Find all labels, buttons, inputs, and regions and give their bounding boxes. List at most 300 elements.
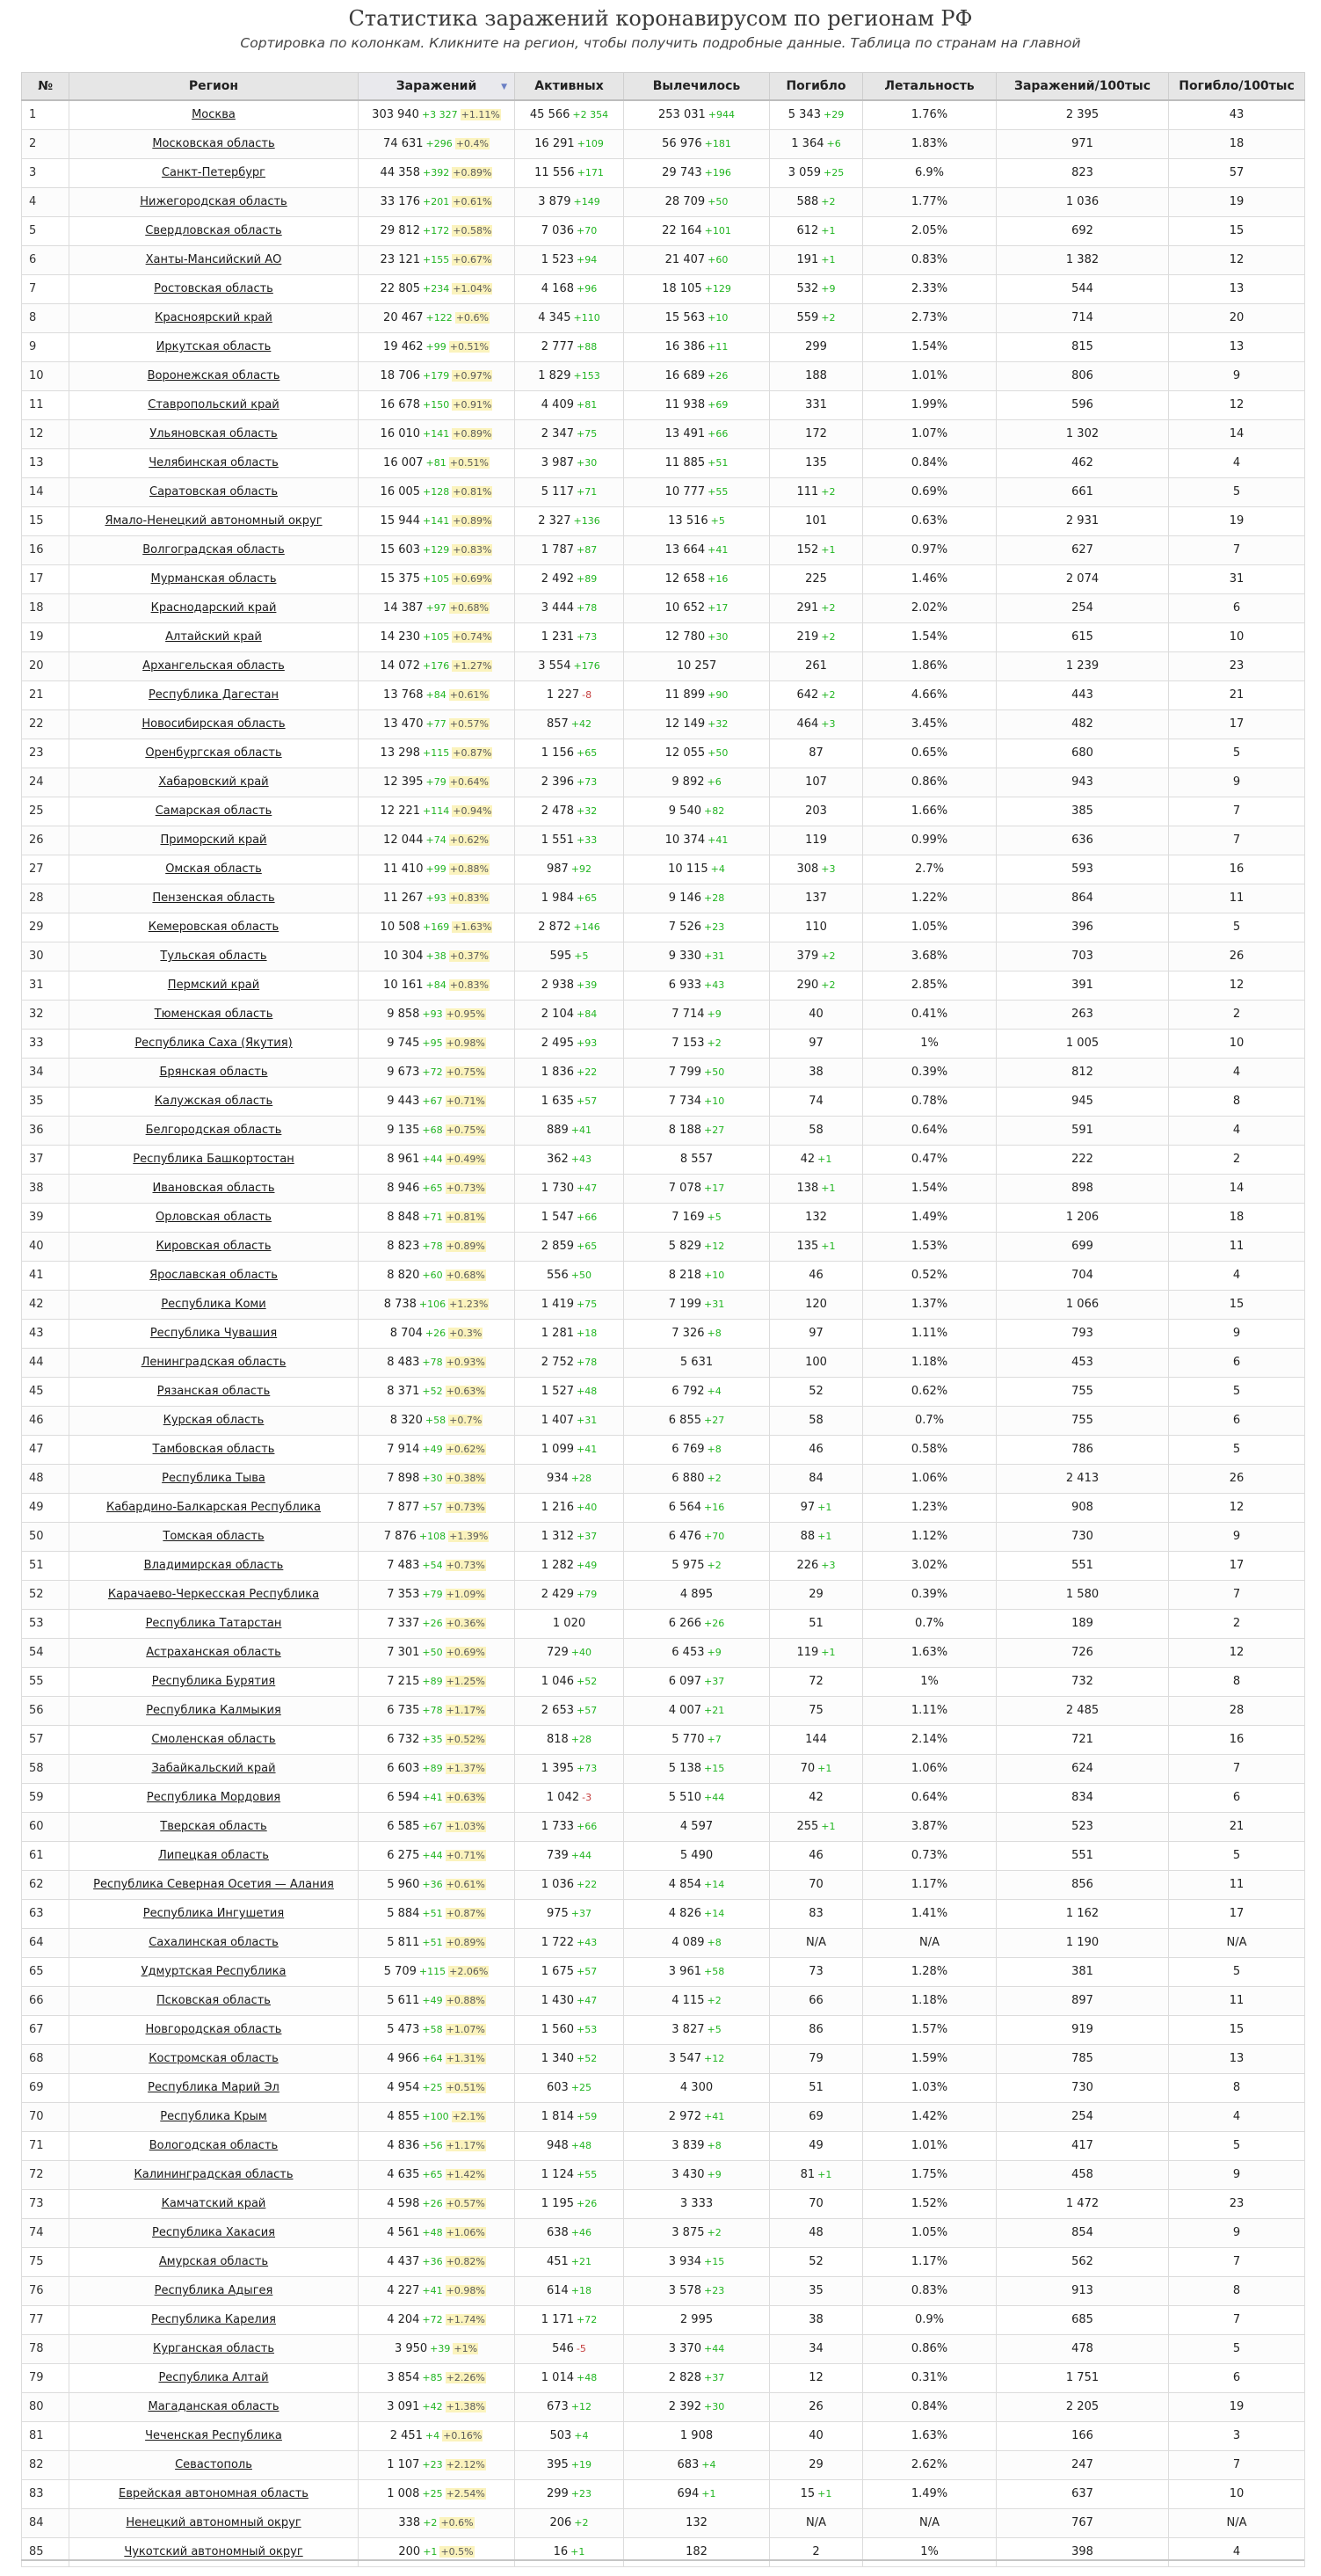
region-link[interactable]: Чукотский автономный округ (124, 2545, 303, 2558)
deaths-per-100k-value: 5 (1232, 1443, 1241, 1456)
region-link[interactable]: Краснодарский край (150, 601, 277, 615)
region-link[interactable]: Санкт-Петербург (161, 166, 266, 179)
region-link[interactable]: Тульская область (160, 950, 267, 963)
deaths-value: 219 (796, 630, 819, 644)
infected-value: 14 387 (383, 601, 424, 615)
region-link[interactable]: Архангельская область (142, 659, 285, 673)
region-link[interactable]: Республика Марий Эл (148, 2081, 279, 2094)
row-number-value: 64 (29, 1936, 44, 1949)
active-value: 4 168 (541, 282, 574, 295)
deaths-cell (770, 2045, 863, 2074)
recovered-value: 6 880 (671, 1472, 705, 1485)
active-value: 362 (546, 1153, 569, 1166)
delta-value: +4 (710, 863, 725, 875)
table-row (22, 217, 1305, 246)
row-number-value: 48 (29, 1472, 44, 1485)
infected-per-100k-value: 714 (1071, 311, 1093, 324)
deaths-cell (770, 1204, 863, 1233)
infected-per-100k-value: 2 395 (1065, 108, 1100, 121)
table-row (22, 1552, 1305, 1581)
row-number (22, 130, 69, 159)
infected-per-100k-value: 624 (1071, 1762, 1093, 1775)
region-cell (69, 739, 359, 768)
table-row (22, 1436, 1305, 1465)
region-link[interactable]: Новосибирская область (142, 717, 286, 731)
lethality-value: 1.03% (911, 2081, 948, 2094)
region-link[interactable]: Республика Ингушетия (142, 1907, 285, 1920)
region-link[interactable]: Иркутская область (156, 340, 272, 353)
deaths-cell (770, 2335, 863, 2364)
region-link[interactable]: Республика Карелия (151, 2313, 276, 2326)
header-col-region[interactable] (69, 73, 359, 101)
active-value: 206 (549, 2516, 572, 2529)
delta-value: +27 (704, 1124, 725, 1136)
lethality-cell (863, 362, 997, 391)
infected-growth-percent: +0.91% (453, 399, 492, 411)
delta-value: +49 (422, 1995, 443, 2006)
deaths-per-100k-value: 6 (1232, 2371, 1241, 2384)
deaths-cell (770, 2161, 863, 2190)
infected-per-100k-cell (997, 275, 1169, 304)
infected-per-100k-cell (997, 1465, 1169, 1494)
region-link[interactable]: Кабардино-Балкарская Республика (106, 1501, 321, 1514)
row-number-value: 44 (29, 1356, 44, 1369)
infected-value: 11 410 (383, 862, 424, 876)
recovered-cell (624, 1378, 770, 1407)
region-link[interactable]: Ямало-Ненецкий автономный округ (105, 514, 323, 528)
lethality-value: 1.54% (911, 630, 948, 644)
row-number (22, 710, 69, 739)
active-value: 638 (546, 2226, 569, 2239)
lethality-cell (863, 2538, 997, 2567)
infected-per-100k-value: 2 413 (1065, 1472, 1100, 1485)
infected-cell (359, 1349, 515, 1378)
recovered-value: 4 300 (679, 2081, 714, 2094)
region-cell (69, 507, 359, 536)
active-cell (515, 1523, 624, 1552)
region-link[interactable]: Омская область (165, 862, 262, 876)
row-number (22, 1610, 69, 1639)
region-cell (69, 1929, 359, 1958)
infected-per-100k-value: 897 (1071, 1994, 1093, 2007)
deaths-value: 58 (809, 1414, 824, 1427)
region-link[interactable]: Республика Хакасия (151, 2226, 275, 2239)
row-number-value: 23 (29, 746, 44, 760)
region-link[interactable]: Кировская область (156, 1240, 272, 1253)
lethality-value: 0.62% (911, 1385, 948, 1398)
deaths-per-100k-value: 7 (1232, 804, 1241, 818)
row-number-value: 24 (29, 775, 44, 789)
active-cell (515, 855, 624, 884)
recovered-value: 4 007 (668, 1704, 701, 1717)
region-link[interactable]: Тверская область (160, 1820, 267, 1833)
table-row (22, 739, 1305, 768)
recovered-value: 3 333 (679, 2197, 714, 2210)
region-link[interactable]: Пермский край (167, 979, 260, 992)
lethality-cell (863, 1030, 997, 1059)
delta-value: +6 (826, 138, 841, 149)
infected-value: 5 709 (383, 1965, 417, 1978)
delta-value: +67 (422, 1821, 443, 1832)
delta-value: +1 (570, 2546, 585, 2558)
region-link[interactable]: Вологодская область (149, 2139, 279, 2152)
region-link[interactable]: Челябинская область (149, 456, 279, 469)
region-link[interactable]: Тюменская область (154, 1008, 273, 1021)
deaths-per-100k-value: 19 (1229, 2400, 1245, 2413)
recovered-cell (624, 1262, 770, 1291)
infected-cell (359, 1001, 515, 1030)
delta-value: +176 (573, 660, 600, 672)
region-link[interactable]: Республика Северная Осетия — Алания (93, 1878, 334, 1891)
row-number-value: 32 (29, 1008, 44, 1021)
delta-value: +87 (577, 544, 598, 556)
infected-growth-percent: +0.38% (446, 1473, 485, 1484)
region-link[interactable]: Ульяновская область (149, 427, 278, 440)
region-link[interactable]: Москва (192, 108, 236, 121)
delta-value: +50 (708, 196, 729, 207)
header-col-infected-per-100k[interactable] (997, 73, 1169, 101)
delta-value: +22 (577, 1066, 598, 1078)
region-link[interactable]: Брянская область (159, 1066, 268, 1079)
infected-per-100k-value: 453 (1071, 1356, 1093, 1369)
recovered-value: 12 055 (664, 746, 706, 760)
delta-value: +39 (577, 979, 598, 991)
deaths-per-100k-cell (1169, 2480, 1305, 2509)
infected-per-100k-value: 898 (1071, 1182, 1093, 1195)
active-value: 975 (546, 1907, 569, 1920)
table-row (22, 1291, 1305, 1320)
delta-value: +114 (423, 805, 450, 817)
region-link[interactable]: Республика Адыгея (154, 2284, 273, 2297)
recovered-cell (624, 2422, 770, 2451)
region-link[interactable]: Сахалинская область (149, 1936, 279, 1949)
region-link[interactable]: Ленинградская область (141, 1356, 287, 1369)
recovered-cell (624, 2451, 770, 2480)
infected-per-100k-cell (997, 246, 1169, 275)
recovered-value: 10 777 (664, 485, 706, 498)
region-link[interactable]: Карачаево-Черкесская Республика (107, 1588, 320, 1601)
row-number-value: 60 (29, 1820, 44, 1833)
region-link[interactable]: Республика Саха (Якутия) (134, 1037, 293, 1050)
region-link[interactable]: Псковская область (156, 1994, 271, 2007)
infected-per-100k-value: 1 580 (1065, 1588, 1100, 1601)
header-col-active[interactable] (515, 73, 624, 101)
lethality-value: 1.63% (911, 2429, 948, 2442)
infected-value: 4 227 (387, 2284, 420, 2297)
deaths-per-100k-cell (1169, 2132, 1305, 2161)
region-link[interactable]: Калининградская область (134, 2168, 294, 2181)
deaths-value: 191 (796, 253, 819, 266)
region-link[interactable]: Ярославская область (149, 1269, 278, 1282)
region-link[interactable]: Чеченская Республика (145, 2429, 282, 2442)
region-cell (69, 1697, 359, 1726)
lethality-cell (863, 884, 997, 913)
delta-value: +41 (570, 1124, 592, 1136)
header-label: Летальность (884, 79, 975, 93)
delta-value: +21 (704, 1705, 725, 1716)
recovered-cell (624, 1900, 770, 1929)
infected-cell (359, 2103, 515, 2132)
deaths-value: 100 (805, 1356, 827, 1369)
deaths-per-100k-value: 9 (1232, 1327, 1241, 1340)
deaths-cell (770, 1262, 863, 1291)
active-cell (515, 1059, 624, 1088)
infected-value: 22 805 (380, 282, 421, 295)
deaths-per-100k-cell (1169, 2306, 1305, 2335)
region-link[interactable]: Красноярский край (155, 311, 272, 324)
region-link[interactable]: Оренбургская область (145, 746, 282, 760)
region-link[interactable]: Хабаровский край (158, 775, 269, 789)
recovered-value: 683 (677, 2458, 700, 2471)
delta-value: +73 (577, 631, 598, 643)
row-number (22, 478, 69, 507)
region-link[interactable]: Новгородская область (145, 2023, 282, 2036)
header-col-lethality[interactable] (863, 73, 997, 101)
region-link[interactable]: Волгоградская область (142, 543, 285, 557)
infected-per-100k-value: 2 205 (1065, 2400, 1100, 2413)
table-row (22, 1117, 1305, 1146)
infected-cell (359, 2538, 515, 2567)
region-link[interactable]: Ставропольский край (148, 398, 279, 411)
infected-per-100k-value: 793 (1071, 1327, 1093, 1340)
region-link[interactable]: Камчатский край (161, 2197, 266, 2210)
infected-per-100k-value: 919 (1071, 2023, 1093, 2036)
active-cell (515, 942, 624, 971)
deaths-value: 40 (809, 1008, 824, 1021)
deaths-value: 26 (809, 2400, 824, 2413)
table-row (22, 420, 1305, 449)
region-link[interactable]: Белгородская область (145, 1124, 282, 1137)
infected-cell (359, 1262, 515, 1291)
region-cell (69, 246, 359, 275)
region-link[interactable]: Республика Башкортостан (133, 1153, 294, 1166)
region-link[interactable]: Еврейская автономная область (119, 2487, 308, 2500)
infected-per-100k-cell (997, 1407, 1169, 1436)
region-link[interactable]: Свердловская область (145, 224, 282, 237)
deaths-value: 299 (805, 340, 827, 353)
region-link[interactable]: Томская область (163, 1530, 265, 1543)
region-link[interactable]: Владимирская область (143, 1559, 284, 1572)
header-col-number[interactable] (22, 73, 69, 101)
infected-per-100k-value: 1 005 (1065, 1037, 1100, 1050)
region-link[interactable]: Саратовская область (149, 485, 278, 498)
region-link[interactable]: Костромская область (149, 2052, 279, 2065)
infected-cell (359, 1813, 515, 1842)
delta-value: +40 (577, 1502, 598, 1513)
region-link[interactable]: Республика Крым (160, 2110, 267, 2123)
region-link[interactable]: Республика Чувашия (149, 1327, 278, 1340)
infected-per-100k-value: 704 (1071, 1269, 1093, 1282)
active-cell (515, 2422, 624, 2451)
deaths-per-100k-value: 23 (1229, 659, 1245, 673)
deaths-value: 52 (809, 2255, 824, 2268)
region-link[interactable]: Ханты-Мансийский АО (145, 253, 282, 266)
infected-growth-percent: +0.89% (453, 515, 492, 527)
active-cell (515, 1233, 624, 1262)
region-link[interactable]: Республика Тыва (162, 1472, 265, 1485)
header-col-infected[interactable] (359, 73, 515, 101)
delta-value: +30 (422, 1473, 443, 1484)
region-link[interactable]: Магаданская область (148, 2400, 279, 2413)
recovered-cell (624, 391, 770, 420)
infected-per-100k-value: 381 (1071, 1965, 1093, 1978)
region-link[interactable]: Республика Бурятия (151, 1675, 276, 1688)
row-number (22, 2248, 69, 2277)
region-link[interactable]: Кемеровская область (148, 921, 279, 934)
delta-value: +44 (704, 1792, 725, 1803)
lethality-value: 2.14% (911, 1733, 948, 1746)
infected-per-100k-cell (997, 130, 1169, 159)
recovered-value: 29 743 (662, 166, 702, 179)
region-link[interactable]: Забайкальский край (151, 1762, 276, 1775)
delta-value: +39 (430, 2343, 451, 2354)
region-link[interactable]: Республика Алтай (158, 2371, 269, 2384)
delta-value: +2 (821, 950, 836, 962)
delta-value: +14 (704, 1879, 725, 1890)
region-link[interactable]: Курская область (163, 1414, 265, 1427)
lethality-value: 3.68% (911, 950, 948, 963)
region-link[interactable]: Самарская область (155, 804, 272, 818)
region-link[interactable]: Тамбовская область (152, 1443, 275, 1456)
recovered-cell (624, 2393, 770, 2422)
table-row (22, 1958, 1305, 1987)
infected-per-100k-cell (997, 2045, 1169, 2074)
delta-value: +49 (422, 1444, 443, 1455)
recovered-value: 12 149 (664, 717, 706, 731)
row-number (22, 1552, 69, 1581)
recovered-cell (624, 1523, 770, 1552)
region-link[interactable]: Орловская область (156, 1211, 272, 1224)
deaths-cell (770, 1175, 863, 1204)
infected-per-100k-cell (997, 1291, 1169, 1320)
deaths-per-100k-cell (1169, 2422, 1305, 2451)
table-row (22, 942, 1305, 971)
deaths-per-100k-value: 21 (1229, 1820, 1245, 1833)
delta-value: +52 (577, 1676, 598, 1687)
active-value: 2 492 (541, 572, 574, 586)
infected-value: 10 304 (383, 950, 424, 963)
active-cell (515, 449, 624, 478)
delta-value: +129 (704, 283, 731, 295)
infected-value: 4 635 (387, 2168, 420, 2181)
table-row (22, 1871, 1305, 1900)
infected-cell (359, 1088, 515, 1117)
infected-cell (359, 1581, 515, 1610)
region-link[interactable]: Липецкая область (158, 1849, 269, 1862)
infected-per-100k-cell (997, 2364, 1169, 2393)
infected-growth-percent: +0.71% (446, 1850, 485, 1861)
deaths-per-100k-cell (1169, 1146, 1305, 1175)
region-link[interactable]: Удмуртская Республика (141, 1965, 287, 1978)
recovered-cell (624, 1465, 770, 1494)
infected-value: 4 966 (387, 2052, 420, 2065)
active-value: 1 984 (541, 891, 574, 905)
table-row (22, 1494, 1305, 1523)
infected-growth-percent: +0.98% (446, 2285, 485, 2296)
delta-value: +141 (423, 515, 450, 527)
region-link[interactable]: Алтайский край (165, 630, 262, 644)
row-number (22, 2451, 69, 2480)
infected-per-100k-value: 636 (1071, 833, 1093, 847)
row-number (22, 884, 69, 913)
delta-value: +50 (570, 1270, 592, 1281)
region-link[interactable]: Республика Дагестан (148, 688, 279, 702)
deaths-value: 29 (809, 1588, 824, 1601)
delta-value: +105 (423, 573, 450, 585)
deaths-per-100k-cell (1169, 1639, 1305, 1668)
region-link[interactable]: Ростовская область (154, 282, 273, 295)
deaths-per-100k-cell (1169, 2045, 1305, 2074)
region-link[interactable]: Амурская область (158, 2255, 269, 2268)
delta-value: +944 (708, 109, 735, 120)
region-link[interactable]: Курганская область (152, 2342, 275, 2355)
recovered-value: 6 453 (671, 1646, 705, 1659)
delta-value: +50 (708, 747, 729, 759)
region-link[interactable]: Астраханская область (146, 1646, 281, 1659)
lethality-cell (863, 1813, 997, 1842)
delta-value: +23 (570, 2488, 592, 2500)
region-cell (69, 1320, 359, 1349)
header-col-deaths-per-100k[interactable] (1169, 73, 1305, 101)
region-link[interactable]: Пензенская область (152, 891, 275, 905)
recovered-value: 182 (686, 2545, 708, 2558)
region-link[interactable]: Московская область (152, 137, 275, 150)
recovered-cell (624, 594, 770, 623)
recovered-value: 1 908 (679, 2429, 714, 2442)
region-link[interactable]: Приморский край (160, 833, 267, 847)
header-col-deaths[interactable] (770, 73, 863, 101)
recovered-cell (624, 1813, 770, 1842)
row-number (22, 1378, 69, 1407)
infected-value: 5 611 (387, 1994, 420, 2007)
row-number-value: 43 (29, 1327, 44, 1340)
region-link[interactable]: Нижегородская область (140, 195, 287, 208)
deaths-value: 73 (809, 1965, 824, 1978)
region-link[interactable]: Республика Татарстан (145, 1617, 282, 1630)
region-link[interactable]: Ивановская область (152, 1182, 275, 1195)
deaths-per-100k-value: 5 (1232, 1849, 1241, 1862)
deaths-cell (770, 1233, 863, 1262)
header-col-recovered[interactable] (624, 73, 770, 101)
region-link[interactable]: Республика Мордовия (146, 1791, 281, 1804)
region-link[interactable]: Ненецкий автономный округ (126, 2516, 301, 2529)
region-link[interactable]: Севастополь (175, 2458, 252, 2471)
lethality-cell (863, 1842, 997, 1871)
region-link[interactable]: Рязанская область (156, 1385, 271, 1398)
table-row (22, 1465, 1305, 1494)
region-link[interactable]: Калужская область (154, 1095, 273, 1108)
active-cell (515, 1291, 624, 1320)
delta-value: +101 (704, 225, 731, 236)
region-link[interactable]: Республика Коми (161, 1298, 266, 1311)
row-number-value: 13 (29, 456, 44, 469)
deaths-value: 110 (805, 921, 827, 934)
region-cell (69, 449, 359, 478)
region-link[interactable]: Мурманская область (150, 572, 277, 586)
infected-growth-percent: +0.81% (453, 486, 492, 498)
row-number-value: 30 (29, 950, 44, 963)
deaths-value: 119 (796, 1646, 819, 1659)
delta-value: +1 (821, 544, 836, 556)
region-link[interactable]: Воронежская область (147, 369, 280, 382)
region-link[interactable]: Республика Калмыкия (146, 1704, 281, 1717)
delta-value: +96 (577, 283, 598, 295)
region-link[interactable]: Смоленская область (151, 1733, 276, 1746)
delta-value: +42 (570, 718, 592, 730)
recovered-value: 6 769 (671, 1443, 705, 1456)
infected-per-100k-cell (997, 1610, 1169, 1639)
infected-per-100k-cell (997, 1726, 1169, 1755)
